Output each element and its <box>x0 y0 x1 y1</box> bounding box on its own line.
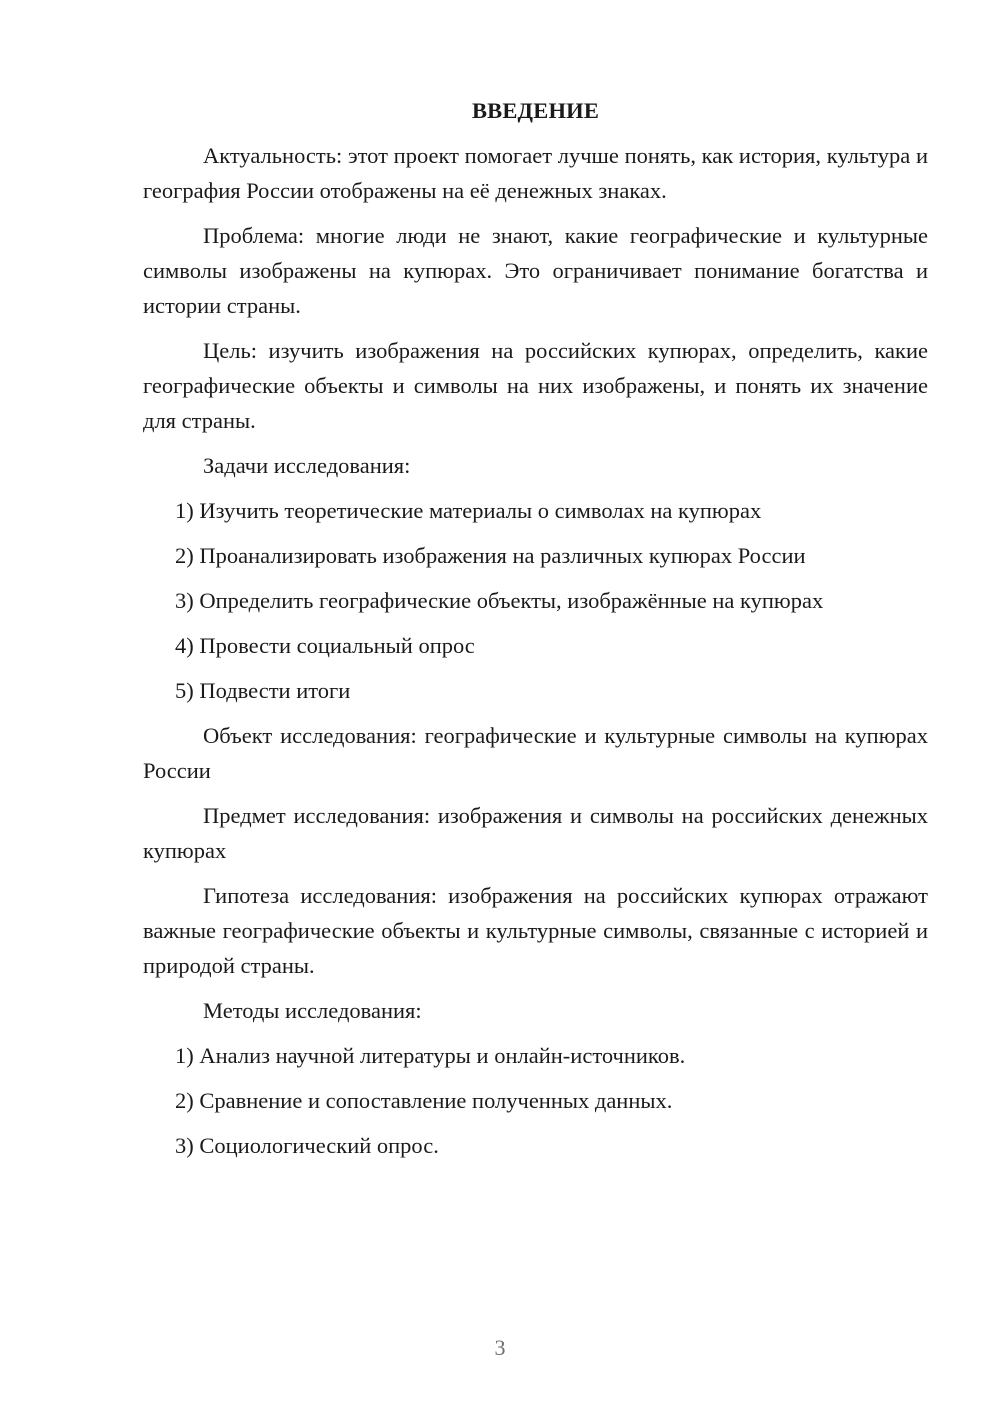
problem-paragraph: Проблема: многие люди не знают, какие географические и культурные символы изображены на купюрах. Это ограничивает понимание богатства и истории страны. <box>143 223 928 318</box>
method-item: 3) Социологический опрос. <box>175 1133 439 1158</box>
page-content <box>143 93 928 1173</box>
actuality-paragraph: Актуальность: этот проект помогает лучше понять, как история, культура и география России отображены на её денежных знаках. <box>143 143 928 203</box>
task-item: 2) Проанализировать изображения на различных купюрах России <box>175 543 806 568</box>
method-item: 1) Анализ научной литературы и онлайн-источников. <box>175 1043 686 1068</box>
tasks-heading: Задачи исследования: <box>203 453 411 478</box>
page-title: ВВЕДЕНИЕ <box>471 98 600 123</box>
task-item: 1) Изучить теоретические материалы о символах на купюрах <box>175 498 762 523</box>
object-paragraph: Объект исследования: географические и культурные символы на купюрах России <box>143 723 928 783</box>
task-item: 4) Провести социальный опрос <box>175 633 475 658</box>
subject-paragraph: Предмет исследования: изображения и символы на российских денежных купюрах <box>143 803 928 863</box>
methods-heading: Методы исследования: <box>203 998 422 1023</box>
task-item: 5) Подвести итоги <box>175 678 351 703</box>
method-item: 2) Сравнение и сопоставление полученных данных. <box>175 1088 673 1113</box>
task-item: 3) Определить географические объекты, изображённые на купюрах <box>175 588 824 613</box>
page-number: 3 <box>494 1335 506 1360</box>
hypothesis-paragraph: Гипотеза исследования: изображения на российских купюрах отражают важные географические объекты и культурные символы, связанные с историей и природой страны. <box>143 883 928 978</box>
goal-paragraph: Цель: изучить изображения на российских купюрах, определить, какие географические объекты и символы на них изображены, и понять их значение для страны. <box>143 338 928 433</box>
